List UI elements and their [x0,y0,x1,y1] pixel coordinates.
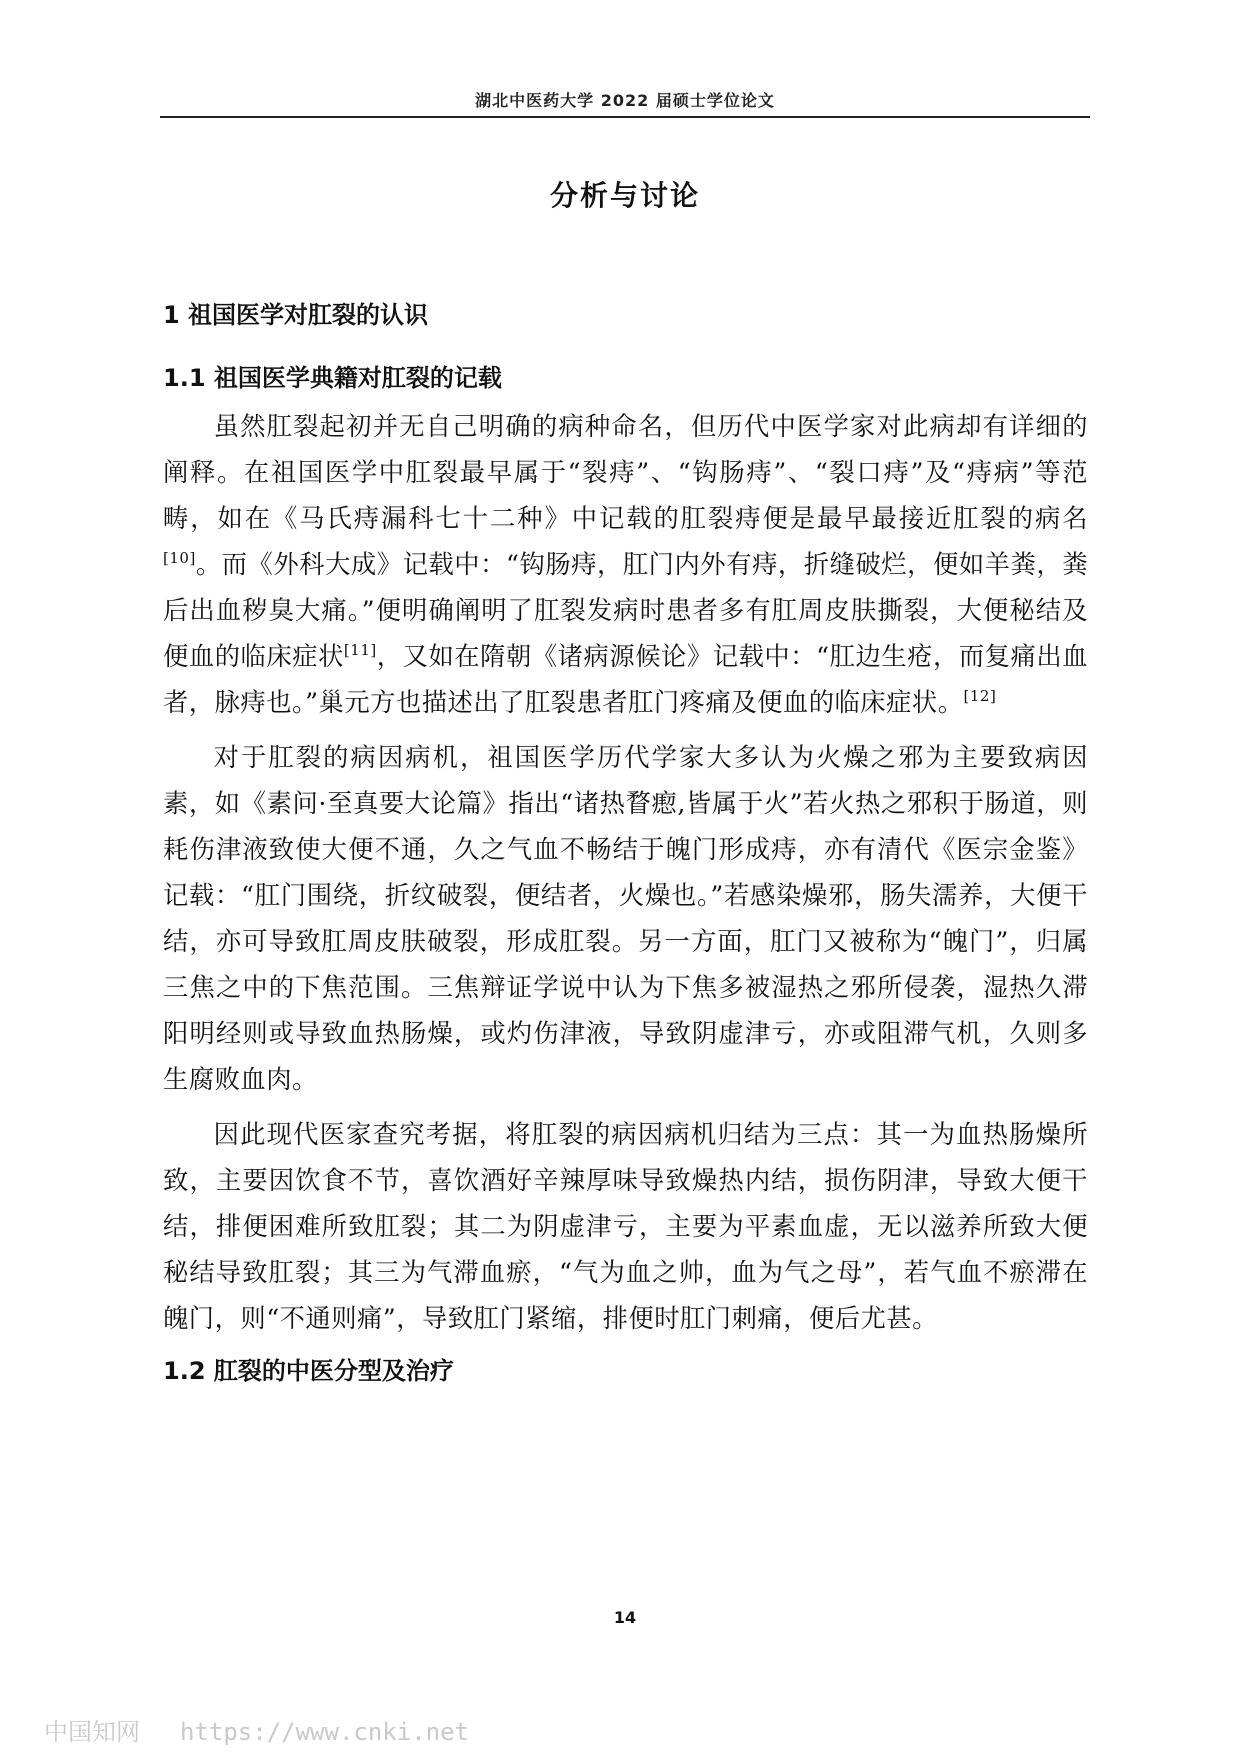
paragraph-2: 对于肛裂的病因病机，祖国医学历代学家大多认为火燥之邪为主要致病因素，如《素问·至真要大论篇》指出“诸热瞀瘛,皆属于火”若火热之邪积于肠道，则耗伤津液致使大便不通，久之气血不畅结于魄门形成痔，亦有清代《医宗金鉴》记载：“肛门围绕，折纹破裂，便结者，火燥也。”若感染燥邪，肠失濡养，大便干结，亦可导致肛周皮肤破裂，形成肛裂。另一方面，肛门又被称为“魄门”，归属三焦之中的下焦范围。三焦辩证学说中认为下焦多被湿热之邪所侵袭，湿热久滞阳明经则或导致血热肠燥，或灼伤津液，导致阴虚津亏，亦或阻滞气机，久则多生腐败血肉。 [163,743,1088,1094]
citation-10[interactable]: [10] [163,549,196,567]
section-heading-1-1: 1.1 祖国医学典籍对肛裂的记载 [163,364,502,392]
section-heading-1: 1 祖国医学对肛裂的认识 [163,301,429,329]
watermark-url: https://www.cnki.net [180,1718,469,1746]
section-heading-1-2: 1.2 肛裂的中医分型及治疗 [163,1357,454,1385]
citation-11[interactable]: [11] [343,641,377,659]
chapter-title: 分析与讨论 [549,179,700,212]
citation-12[interactable]: [12] [963,687,997,705]
paragraph-3: 因此现代医家查究考据，将肛裂的病因病机归结为三点：其一为血热肠燥所致，主要因饮食不节，喜饮酒好辛辣厚味导致燥热内结，损伤阴津，导致大便干结，排便困难所致肛裂；其二为阴虚津亏，主要为平素血虚，无以滋养所致大便秘结导致肛裂；其三为气滞血瘀，“气为血之帅，血为气之母”，若气血不瘀滞在魄门，则“不通则痛”，导致肛门紧缩，排便时肛门刺痛，便后尤甚。 [163,1120,1088,1333]
header-rule [160,116,1090,118]
paragraph-1-text-b: 。而《外科大成》记载中：“钩肠痔，肛门内外有痔，折缝破烂，便如羊粪，粪后出血秽臭大痛。”便明确阐明了肛裂发病时患者多有肛周皮肤撕裂，大便秘结及便血的临床症状 [163,550,1088,671]
paragraph-1-text-a: 虽然肛裂起初并无自己明确的病种命名，但历代中医学家对此病却有详细的阐释。在祖国医学中肛裂最早属于“裂痔”、“钩肠痔”、“裂口痔”及“痔病”等范畴，如在《马氏痔漏科七十二种》中记载的肛裂痔便是最早最接近肛裂的病名 [163,412,1088,533]
running-head: 湖北中医药大学 2022 届硕士学位论文 [475,91,775,110]
paragraph-1-text-c: ，又如在隋朝《诸病源候论》记载中：“肛边生疮，而复痛出血者，脉痔也。”巢元方也描述出了肛裂患者肛门疼痛及便血的临床症状。 [163,642,1088,717]
page-number: 14 [613,1608,637,1627]
page-body [163,300,1088,1397]
watermark-logo: 中国知网 [44,1718,140,1746]
cnki-watermark [44,1712,469,1747]
paragraph-1 [163,404,1088,726]
